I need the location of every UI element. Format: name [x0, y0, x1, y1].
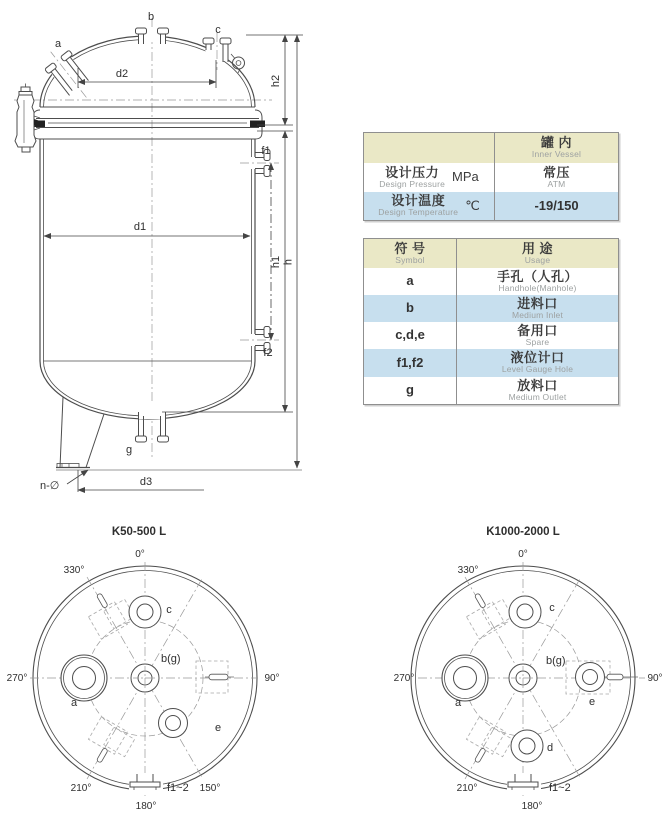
design-pressure-cn: 设计压力 — [385, 164, 440, 180]
angle-330: 330° — [63, 565, 85, 576]
plan-left-title: K50-500 L — [111, 526, 167, 538]
plan-nozzle-e — [159, 709, 188, 738]
symbol-cell-f1f2 — [364, 349, 457, 377]
angle-270: 270° — [6, 673, 28, 684]
plan-label-d: d — [546, 742, 554, 754]
usage-cell-cde — [457, 322, 618, 349]
usage-cell-a — [457, 268, 618, 295]
design-header-inner-vessel — [495, 133, 618, 163]
table-row — [364, 133, 618, 163]
usage-f1f2-en: Level Gauge Hole — [501, 364, 574, 375]
plan-label-c: c — [166, 604, 172, 616]
hidden-feature-330 — [459, 584, 514, 639]
plan-nozzle-bg — [131, 664, 159, 692]
symbol-a: a — [406, 273, 414, 289]
dimensions — [44, 35, 303, 492]
design-header-empty-cell — [364, 133, 495, 163]
nozzle-a — [38, 42, 98, 107]
usage-cde-en: Spare — [525, 336, 550, 347]
plan-right-title: K1000-2000 L — [486, 526, 560, 538]
plan-nozzle-c — [129, 596, 161, 628]
usage-header-en: Usage — [524, 254, 551, 265]
hidden-feature-210 — [459, 717, 514, 772]
angle-150: 150° — [199, 783, 221, 794]
plan-flange-f12 — [507, 773, 541, 792]
label-h: h — [282, 258, 295, 266]
usage-a-en: Handhole(Manhole) — [498, 282, 577, 293]
table-row — [364, 192, 618, 220]
usage-g-cn: 放料口 — [517, 377, 558, 393]
symbol-cde: c,d,e — [395, 327, 425, 343]
symbol-cell-cde — [364, 322, 457, 349]
nozzle-c — [203, 33, 245, 73]
table-row — [364, 268, 618, 295]
design-pressure-cell — [364, 163, 495, 192]
front-view-centerlines — [14, 18, 272, 460]
plan-nozzle-a — [442, 655, 488, 701]
usage-header-cell — [457, 239, 618, 268]
angle-180: 180° — [135, 801, 157, 812]
symbol-b: b — [406, 300, 414, 316]
table-row — [364, 322, 618, 349]
symbol-cell-a — [364, 268, 457, 295]
usage-header-cn: 用 途 — [521, 240, 554, 256]
plan-view-k1000-2000 — [394, 526, 663, 812]
plan-label-e: e — [214, 722, 222, 734]
nozzle-b — [136, 28, 169, 44]
shell — [40, 139, 255, 361]
temperature-value: -19/150 — [534, 197, 579, 213]
design-temperature-en: Design Temperature — [378, 207, 459, 218]
plan-nozzle-c — [509, 596, 541, 628]
label-d2: d2 — [115, 68, 129, 80]
design-pressure-unit: MPa — [452, 169, 479, 185]
symbol-header-cell — [364, 239, 457, 268]
plan-label-f12: f1~2 — [167, 782, 189, 794]
angle-210: 210° — [456, 783, 478, 794]
plan-nozzle-d — [511, 730, 543, 762]
plan-nozzle-e — [576, 663, 605, 692]
label-d1: d1 — [133, 221, 147, 233]
usage-cell-g — [457, 377, 618, 404]
design-pressure-value-cell — [495, 163, 618, 192]
nozzle-f2 — [240, 327, 279, 354]
usage-f1f2-cn: 液位计口 — [510, 350, 565, 366]
label-b: b — [147, 11, 155, 23]
pressure-value-en: ATM — [547, 178, 566, 189]
plan-flange-f12 — [129, 773, 163, 792]
symbol-header-cn: 符 号 — [394, 240, 426, 256]
plan-label-bg: b(g) — [546, 655, 566, 667]
design-temperature-cn: 设计温度 — [391, 193, 446, 209]
lid-davit-bracket — [15, 84, 40, 153]
plan-label-bg: b(g) — [161, 653, 181, 665]
design-pressure-en: Design Pressure — [379, 178, 446, 189]
plan-label-f12: f1~2 — [549, 782, 571, 794]
angle-0: 0° — [518, 549, 528, 560]
symbol-cell-g — [364, 377, 457, 404]
nozzle-f1 — [240, 150, 279, 177]
front-view — [14, 11, 303, 492]
angle-330: 330° — [457, 565, 479, 576]
hidden-feature-210 — [81, 717, 136, 772]
plan-label-a: a — [454, 697, 462, 709]
pressure-value-cn: 常压 — [542, 164, 570, 180]
label-d3: d3 — [139, 476, 153, 488]
label-n-diameter: n-∅ — [40, 480, 60, 492]
label-f1: f1 — [261, 145, 271, 157]
hidden-feature-330 — [81, 584, 136, 639]
usage-cell-b — [457, 295, 618, 322]
symbol-header-en: Symbol — [395, 254, 425, 265]
clamp-flange-joint — [30, 107, 265, 139]
plan-label-a: a — [70, 697, 78, 709]
design-temperature-unit: ℃ — [465, 197, 480, 213]
angle-180: 180° — [521, 801, 543, 812]
nozzle-usage-table — [363, 238, 619, 405]
label-h1: h1 — [270, 255, 282, 269]
design-temperature-value-cell — [495, 192, 618, 220]
angle-270: 270° — [393, 673, 415, 684]
label-a: a — [54, 38, 62, 50]
plan-nozzle-bg — [509, 664, 537, 692]
label-c: c — [215, 24, 221, 36]
plan-label-e: e — [588, 696, 596, 708]
inner-vessel-en: Inner Vessel — [531, 149, 582, 160]
plan-nozzle-a — [61, 655, 107, 701]
usage-cde-cn: 备用口 — [517, 322, 558, 338]
label-f2: f2 — [263, 347, 273, 359]
angle-90: 90° — [264, 673, 280, 684]
table-header-row — [364, 239, 618, 268]
usage-a-cn: 手孔（人孔） — [496, 268, 578, 284]
plan-view-k50-500 — [7, 526, 280, 812]
table-row — [364, 295, 618, 322]
inner-vessel-cn: 罐 内 — [540, 135, 573, 151]
table-row — [364, 349, 618, 377]
label-h2: h2 — [270, 74, 282, 88]
symbol-g: g — [406, 382, 414, 398]
usage-cell-f1f2 — [457, 349, 618, 377]
usage-g-en: Medium Outlet — [508, 391, 567, 402]
table-row — [364, 377, 618, 404]
label-g: g — [125, 444, 133, 456]
usage-b-en: Medium Inlet — [511, 309, 564, 320]
plan-label-c: c — [549, 602, 555, 614]
angle-0: 0° — [135, 549, 145, 560]
angle-210: 210° — [70, 783, 92, 794]
symbol-f1f2: f1,f2 — [396, 354, 424, 370]
table-row — [364, 163, 618, 192]
angle-90: 90° — [647, 673, 663, 684]
design-temperature-cell — [364, 192, 495, 220]
symbol-cell-b — [364, 295, 457, 322]
design-conditions-table — [363, 132, 619, 221]
usage-b-cn: 进料口 — [517, 295, 558, 311]
